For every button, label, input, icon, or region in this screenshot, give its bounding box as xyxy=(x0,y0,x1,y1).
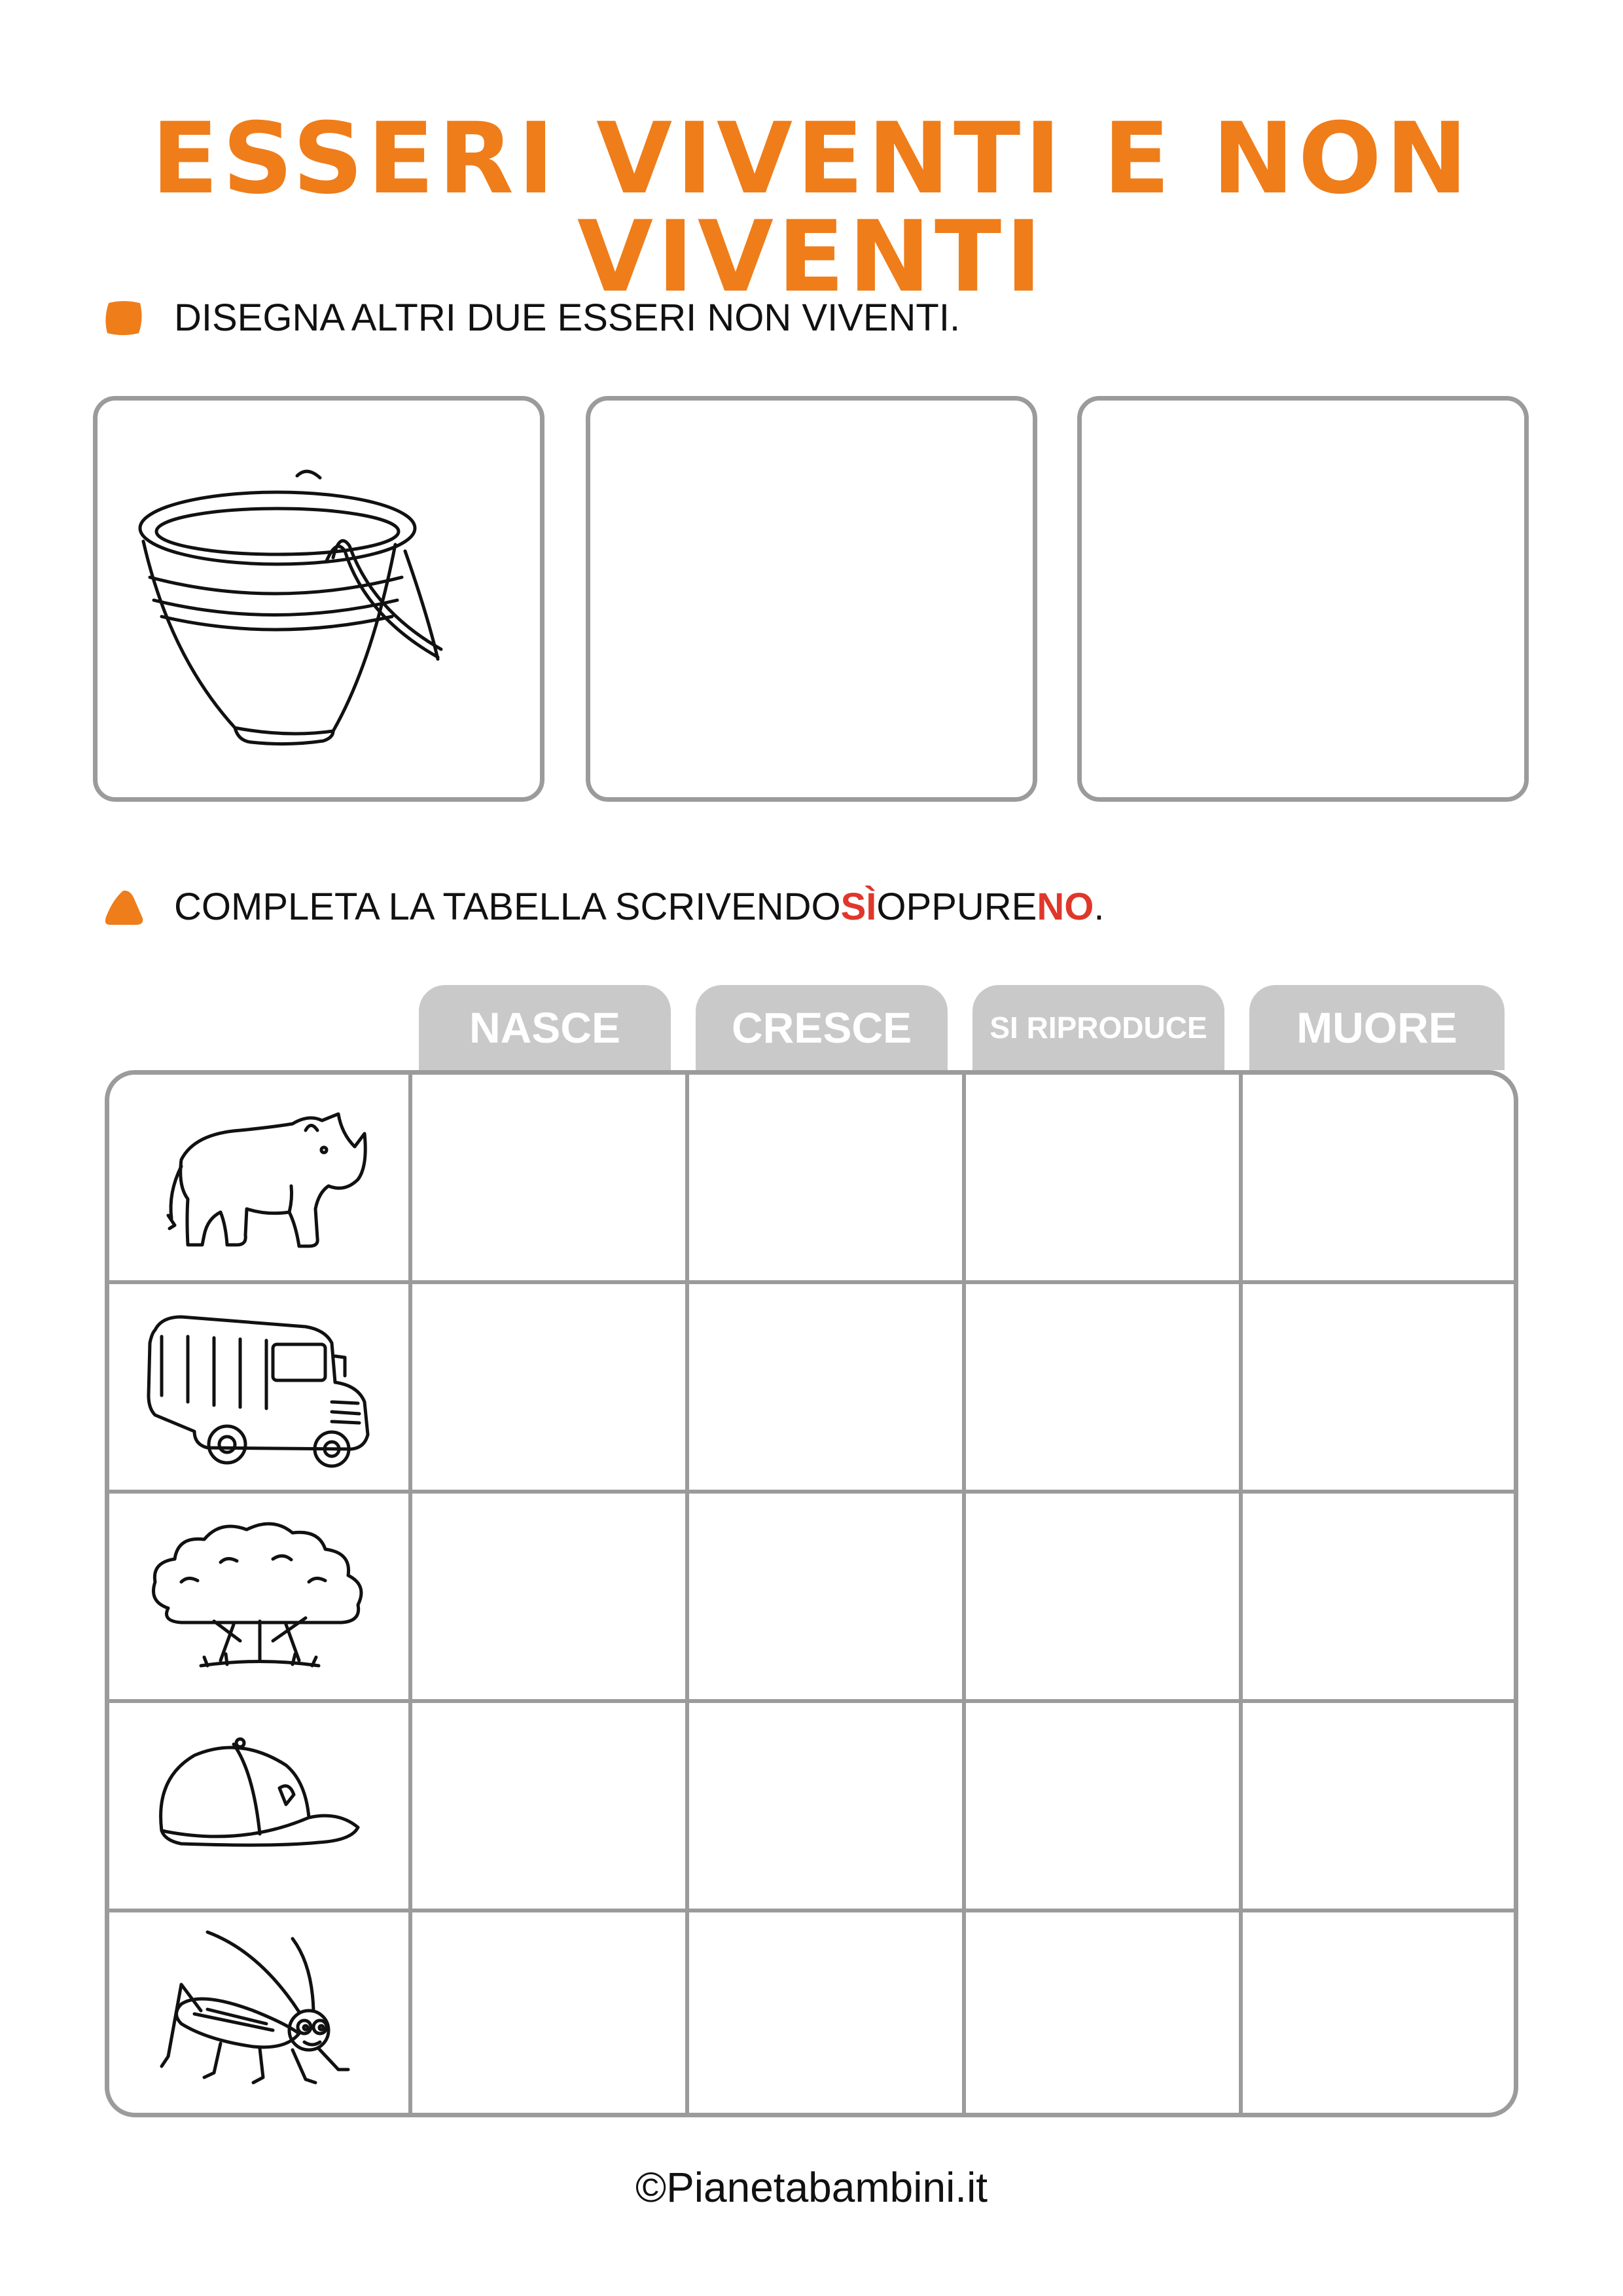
table-row-image xyxy=(109,1094,410,1265)
bullet-icon xyxy=(103,299,144,337)
answer-cell-r1-muore[interactable] xyxy=(1243,1075,1514,1280)
bullet-icon xyxy=(103,888,144,926)
answer-cell-r2-nasce[interactable] xyxy=(412,1284,685,1490)
bucket-icon xyxy=(98,401,540,797)
answer-cell-r2-muore[interactable] xyxy=(1243,1284,1514,1490)
answer-cell-r2-si-riproduce[interactable] xyxy=(966,1284,1239,1490)
bush-icon xyxy=(142,1510,378,1687)
answer-cell-r4-nasce[interactable] xyxy=(412,1703,685,1909)
drawing-box-empty-1[interactable] xyxy=(586,396,1037,802)
answer-cell-r1-nasce[interactable] xyxy=(412,1075,685,1280)
table-row-image xyxy=(109,1726,410,1883)
instruction-draw xyxy=(103,296,960,340)
answer-cell-r3-muore[interactable] xyxy=(1243,1494,1514,1699)
answer-cell-r5-cresce[interactable] xyxy=(689,1912,962,2113)
answer-cell-r3-nasce[interactable] xyxy=(412,1494,685,1699)
cap-icon xyxy=(142,1726,378,1883)
answer-table xyxy=(105,1070,1518,2117)
column-header-nasce: NASCE xyxy=(419,985,671,1070)
table-row-image xyxy=(109,1926,410,2102)
column-header-si-riproduce: SI RIPRODUCE xyxy=(972,985,1224,1070)
page-title: ESSERI VIVENTI E NON VIVENTI xyxy=(151,102,1472,314)
answer-cell-r5-muore[interactable] xyxy=(1243,1912,1514,2113)
answer-cell-r3-cresce[interactable] xyxy=(689,1494,962,1699)
answer-cell-r5-nasce[interactable] xyxy=(412,1912,685,2113)
answer-cell-r5-si-riproduce[interactable] xyxy=(966,1912,1239,2113)
column-header-muore: MUORE xyxy=(1249,985,1505,1070)
drawing-box-example xyxy=(93,396,544,802)
bus-icon xyxy=(135,1304,384,1474)
yes-word: SÌ xyxy=(840,886,877,928)
grasshopper-icon xyxy=(142,1926,378,2102)
answer-cell-r4-cresce[interactable] xyxy=(689,1703,962,1909)
answer-cell-r1-cresce[interactable] xyxy=(689,1075,962,1280)
answer-cell-r4-muore[interactable] xyxy=(1243,1703,1514,1909)
answer-cell-r4-si-riproduce[interactable] xyxy=(966,1703,1239,1909)
instruction-table-text-2: OPPURE xyxy=(876,886,1037,928)
column-header-cresce: CRESCE xyxy=(696,985,948,1070)
drawing-box-empty-2[interactable] xyxy=(1077,396,1529,802)
table-grid xyxy=(109,1075,1514,2113)
no-word: NO xyxy=(1037,886,1094,928)
table-row-image xyxy=(109,1304,410,1474)
instruction-draw-text: DISEGNA ALTRI DUE ESSERI NON VIVENTI. xyxy=(174,296,961,339)
answer-cell-r1-si-riproduce[interactable] xyxy=(966,1075,1239,1280)
rhinoceros-icon xyxy=(142,1094,378,1265)
copyright-footer: ©Pianetabambini.it xyxy=(635,2164,988,2211)
instruction-table xyxy=(103,885,1105,929)
answer-cell-r2-cresce[interactable] xyxy=(689,1284,962,1490)
instruction-table-text-3: . xyxy=(1094,886,1105,928)
instruction-table-text-1: COMPLETA LA TABELLA SCRIVENDO xyxy=(174,886,841,928)
table-row-image xyxy=(109,1510,410,1687)
answer-cell-r3-si-riproduce[interactable] xyxy=(966,1494,1239,1699)
